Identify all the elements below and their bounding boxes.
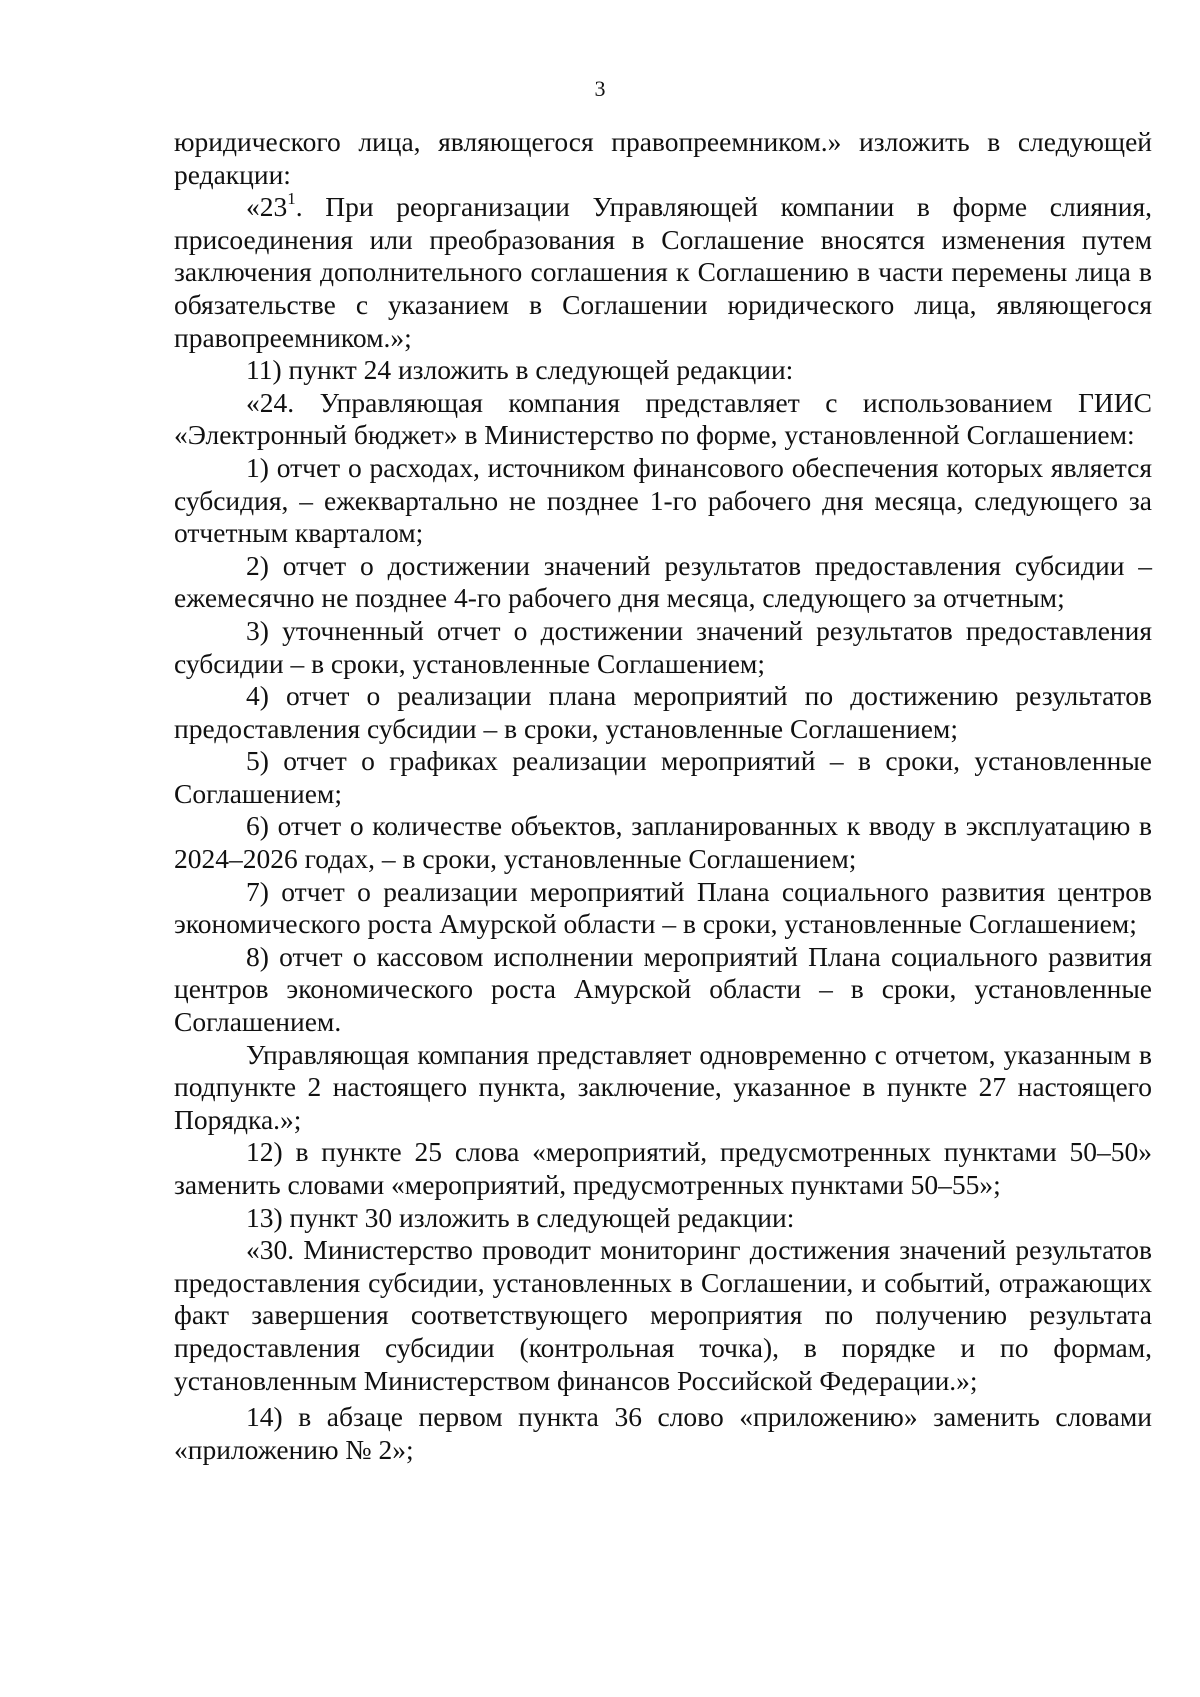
paragraph-report-6: 6) отчет о количестве объектов, запланированных к вводу в эксплуатацию в 2024–2026 годах, – в сроки, установленные Соглашением; <box>174 810 1152 875</box>
paragraph-report-3: 3) уточненный отчет о достижении значений результатов предоставления субсидии – в сроки, установленные Соглашением; <box>174 614 1152 679</box>
paragraph-item-11: 11) пункт 24 изложить в следующей редакции: <box>246 354 794 386</box>
paragraph-report-2: 2) отчет о достижении значений результатов предоставления субсидии – ежемесячно не позднее 4-го рабочего дня месяца, следующего за отчетным; <box>174 549 1152 614</box>
paragraph-item-13: 13) пункт 30 изложить в следующей редакции: <box>246 1201 795 1233</box>
paragraph-clause-23-1 <box>174 191 1152 354</box>
clause-number-prefix: «23 <box>246 191 288 223</box>
page-number: 3 <box>594 76 606 101</box>
paragraph-report-4: 4) отчет о реализации плана мероприятий по достижению результатов предоставления субсидии – в сроки, установленные Соглашением; <box>174 680 1152 744</box>
paragraph-report-7: 7) отчет о реализации мероприятий Плана социального развития центров экономического роста Амурской области – в сроки, установленные Соглашением; <box>174 875 1152 940</box>
paragraph-report-8: 8) отчет о кассовом исполнении мероприятий Плана социального развития центров экономического роста Амурской области – в сроки, установленные Соглашением. <box>174 940 1152 1038</box>
clause-number-superscript: 1 <box>287 189 296 209</box>
paragraph-report-5: 5) отчет о графиках реализации мероприятий – в сроки, установленные Соглашением; <box>174 745 1152 809</box>
paragraph-conclusion: Управляющая компания представляет одновременно с отчетом, указанным в подпункте 2 настоящего пункта, заключение, указанное в пункте 27 настоящего Порядка.»; <box>174 1038 1152 1135</box>
document-body <box>174 126 1152 1466</box>
paragraph-continuation: юридического лица, являющегося правопреемником.» изложить в следующей редакции: <box>174 126 1152 190</box>
clause-23-1-text: При реорганизации Управляющей компании в форме слияния, присоединения или преобразования в Соглашение вносятся изменения путем заключения дополнительного соглашения к Соглашению в части перемены лица в обязательстве с указанием в Соглашении юридического лица, являющегося правопреемником.»; <box>174 191 1152 353</box>
clause-number-suffix: . <box>295 191 303 223</box>
paragraph-clause-24: «24. Управляющая компания представляет с использованием ГИИС «Электронный бюджет» в Министерство по форме, установленной Соглашением: <box>174 386 1152 451</box>
paragraph-item-12: 12) в пункте 25 слова «мероприятий, предусмотренных пунктами 50–50» заменить словами «мероприятий, предусмотренных пунктами 50–55»; <box>174 1136 1152 1200</box>
paragraph-item-14: 14) в абзаце первом пункта 36 слово «приложению» заменить словами «приложению № 2»; <box>174 1401 1152 1465</box>
paragraph-report-1: 1) отчет о расходах, источником финансового обеспечения которых является субсидия, – ежеквартально не позднее 1-го рабочего дня месяца, следующего за отчетным кварталом; <box>174 451 1152 549</box>
paragraph-clause-30: «30. Министерство проводит мониторинг достижения значений результатов предоставления субсидии, установленных в Соглашении, и событий, отражающих факт завершения соответствующего мероприятия по получению результата предоставления субсидии (контрольная точка), в порядке и по формам, установленным Министерством финансов Российской Федерации.»; <box>174 1234 1152 1396</box>
